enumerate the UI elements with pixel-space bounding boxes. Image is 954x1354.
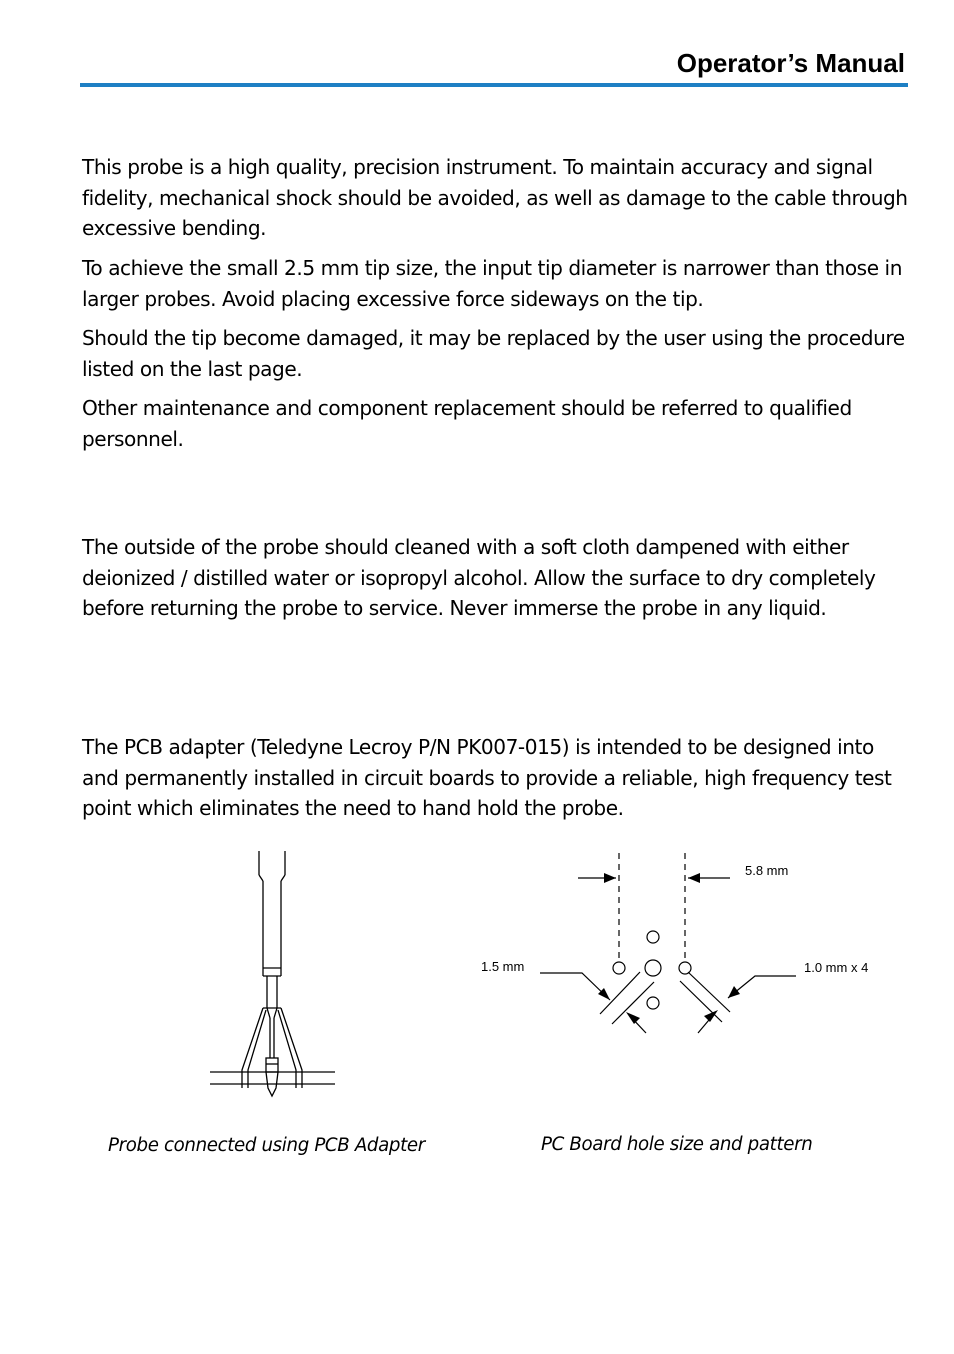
manual-title: Operator’s Manual xyxy=(676,48,905,78)
paragraph-cleaning: The outside of the probe should cleaned with a soft cloth dampened with either deionized / distilled water or isopropyl alcohol. Allow the surface to dry completely before returning the probe to service. Never immerse the probe in any liquid. xyxy=(82,535,876,620)
paragraph-maintenance: Other maintenance and component replacement should be referred to qualified personnel. xyxy=(82,396,852,451)
hole-left xyxy=(613,962,625,974)
hole-top xyxy=(647,931,659,943)
paragraph-pcb-adapter: The PCB adapter (Teledyne Lecroy P/N PK007-015) is intended to be designed into and permanently installed in circuit boards to provide a reliable, high frequency test point which eliminates the need to hand hold the probe. xyxy=(82,735,892,820)
hole-pattern-figure xyxy=(470,848,900,1048)
probe-adapter-figure xyxy=(200,848,350,1103)
center-hole-label: 1.5 mm xyxy=(481,959,525,974)
hole-right xyxy=(679,962,691,974)
hole-pattern-caption: PC Board hole size and pattern xyxy=(541,1134,813,1155)
paragraph-tip-size: To achieve the small 2.5 mm tip size, the input tip diameter is narrower than those in larger probes. Avoid placing excessive force sideways on the tip. xyxy=(82,256,902,311)
header-divider xyxy=(80,83,908,87)
probe-figure-caption: Probe connected using PCB Adapter xyxy=(108,1135,425,1156)
paragraph-care: This probe is a high quality, precision instrument. To maintain accuracy and signal fidelity, mechanical shock should be avoided, as well as damage to the cable through excessive bending. xyxy=(82,155,908,240)
hole-center xyxy=(645,960,661,976)
paragraph-tip-replacement: Should the tip become damaged, it may be replaced by the user using the procedure listed on the last page. xyxy=(82,326,905,381)
outer-holes-label: 1.0 mm x 4 xyxy=(804,960,869,975)
hole-bottom xyxy=(647,997,659,1009)
spacing-label: 5.8 mm xyxy=(745,863,789,878)
